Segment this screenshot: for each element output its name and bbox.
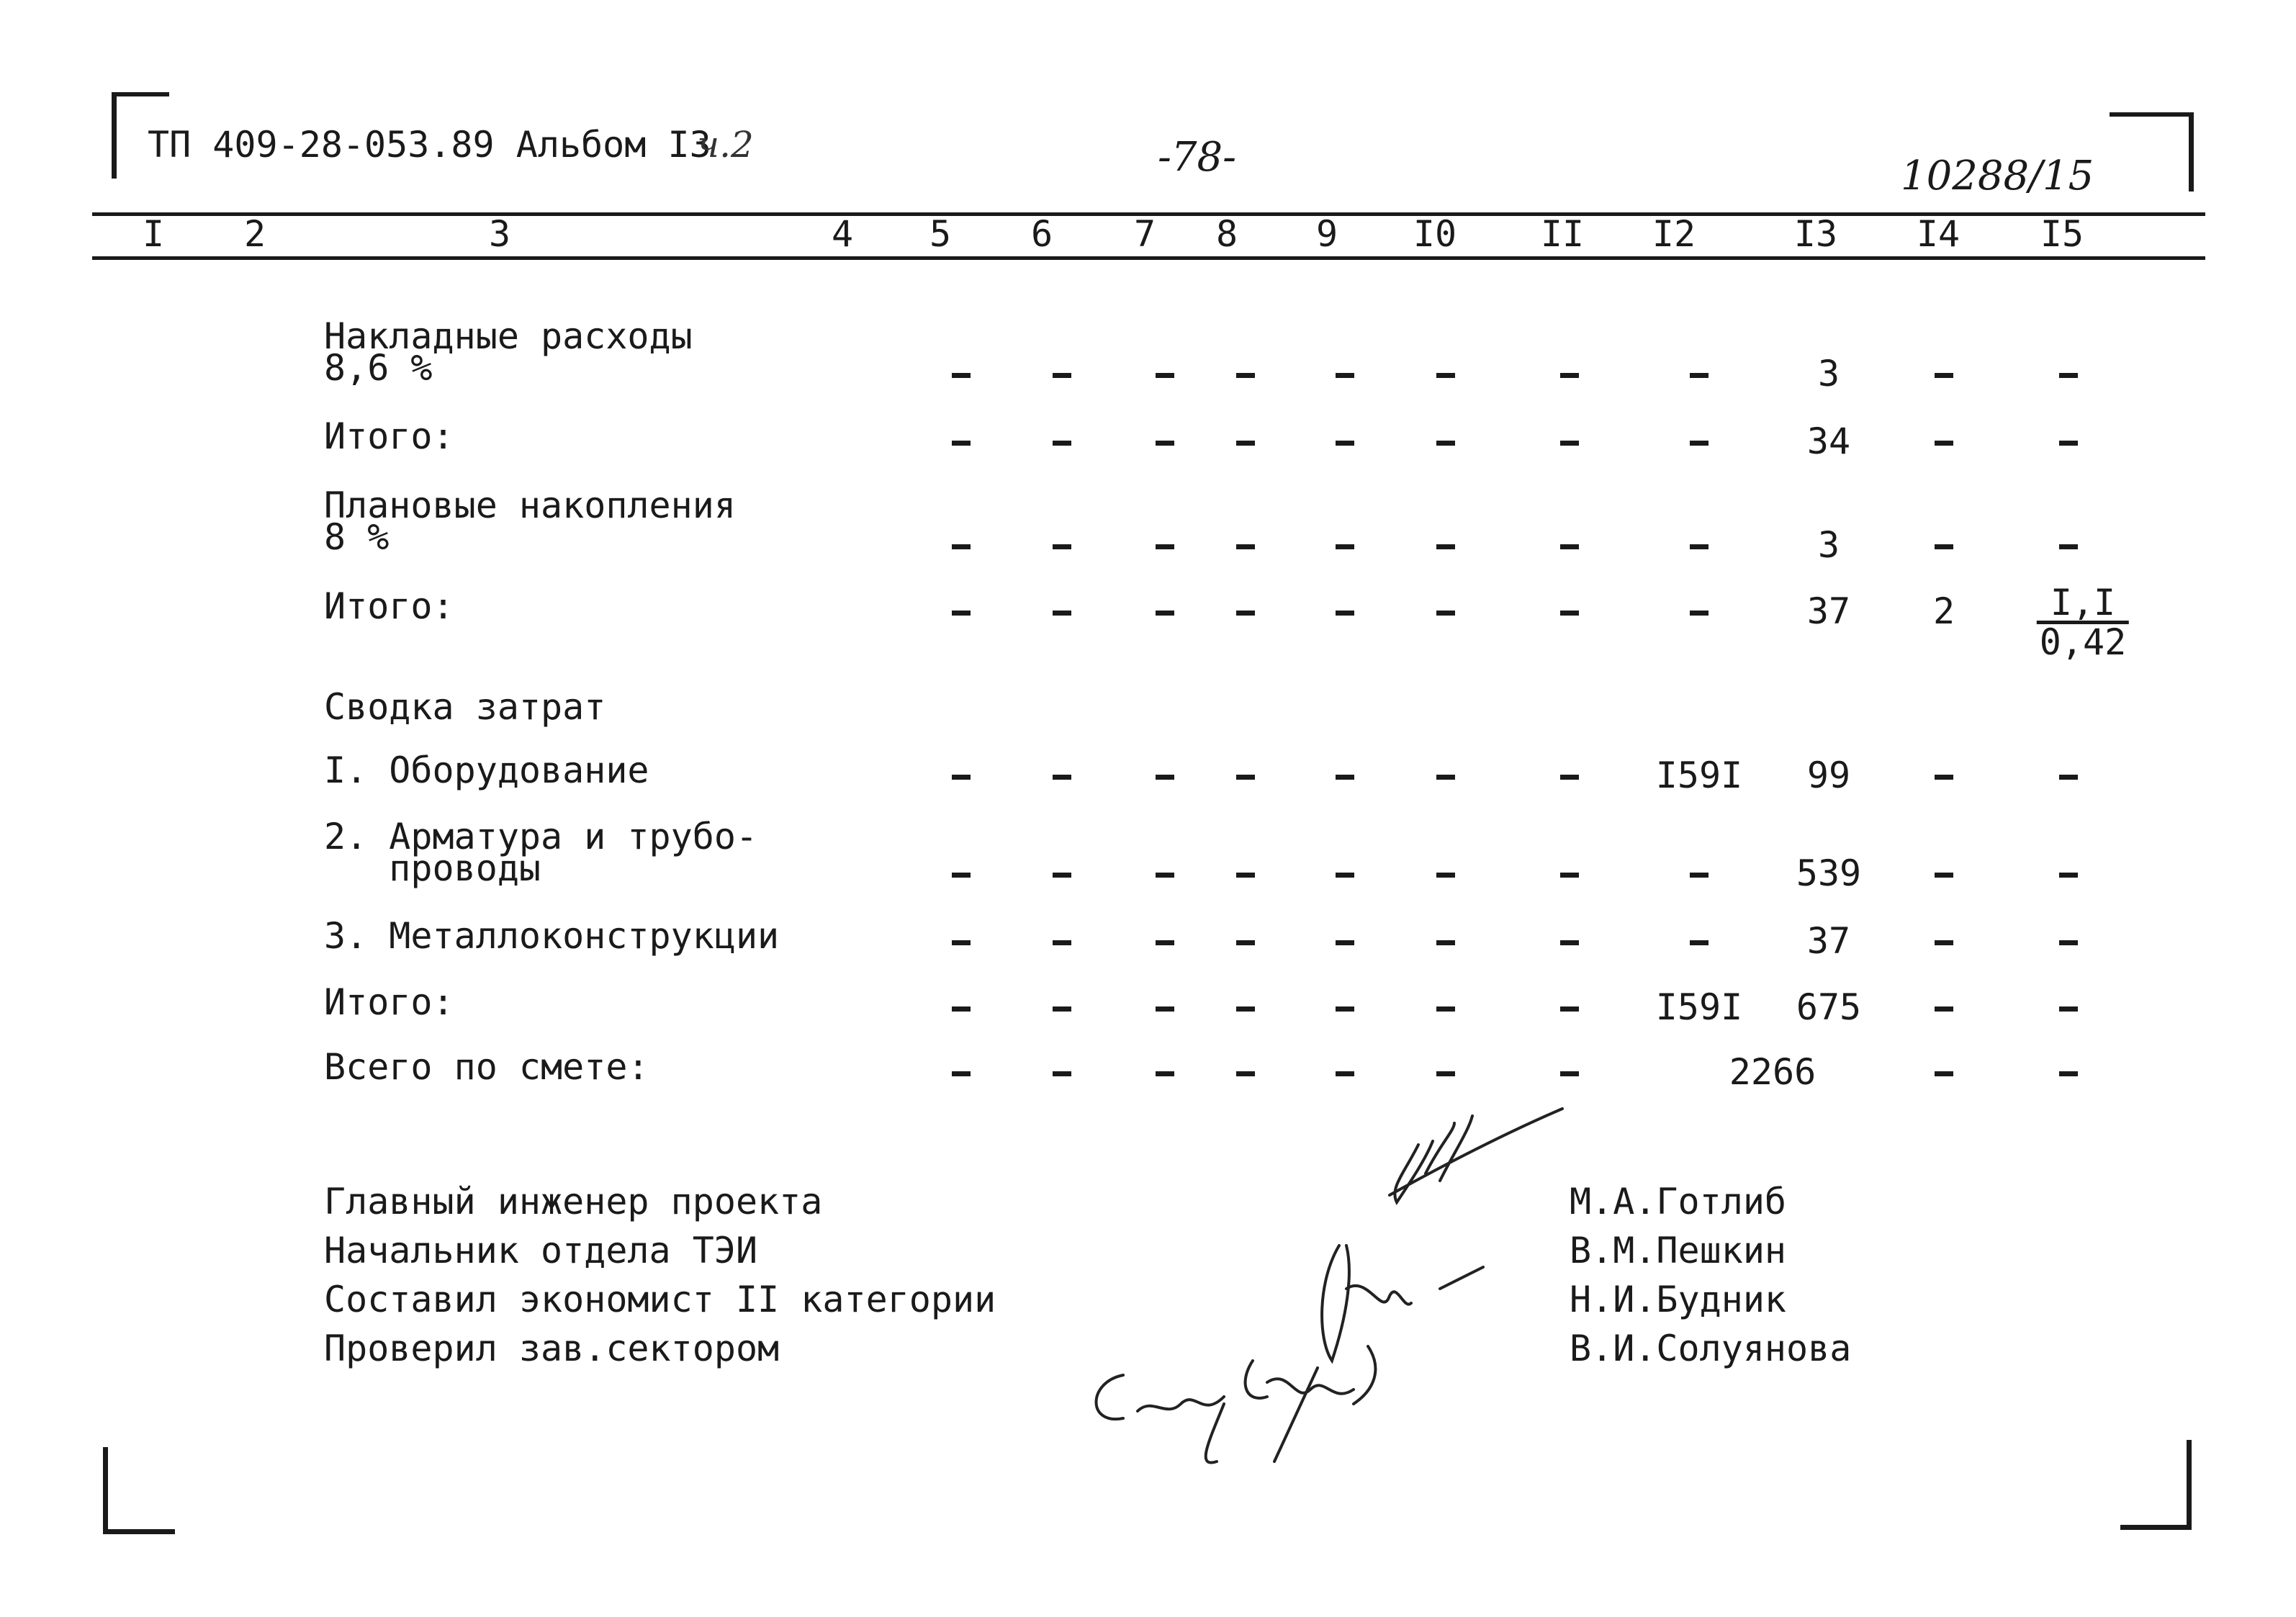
column-number: I0	[1413, 213, 1457, 255]
empty-cell-dash	[952, 873, 971, 878]
empty-cell-dash	[1236, 940, 1255, 945]
empty-cell-dash	[952, 940, 971, 945]
signature-role: Главный инженер проекта	[324, 1181, 823, 1222]
value-cell: I59I	[1655, 755, 1743, 796]
empty-cell-dash	[1436, 873, 1455, 878]
empty-cell-dash	[1236, 544, 1255, 549]
document-code: ТП 409-28-053.89 Альбом I3	[148, 124, 711, 166]
empty-cell-dash	[1053, 1071, 1071, 1076]
column-number: I5	[2040, 213, 2084, 255]
empty-cell-dash	[1336, 775, 1354, 780]
column-number: 4	[831, 213, 854, 255]
empty-cell-dash	[1560, 940, 1579, 945]
archive-number: 10288/15	[1901, 153, 2094, 199]
fraction-cell	[2037, 582, 2129, 663]
empty-cell-dash	[1436, 544, 1455, 549]
row-label: Накладные расходы 8,6 %	[324, 315, 693, 389]
empty-cell-dash	[1560, 873, 1579, 878]
empty-cell-dash	[1053, 940, 1071, 945]
empty-cell-dash	[2059, 940, 2078, 945]
empty-cell-dash	[1156, 1071, 1174, 1076]
empty-cell-dash	[1156, 441, 1174, 446]
empty-cell-dash	[2059, 1006, 2078, 1012]
empty-cell-dash	[1053, 873, 1071, 878]
frame-corner-top-right-h	[2110, 112, 2194, 117]
row-label: Итого:	[324, 981, 454, 1023]
column-number: 7	[1133, 213, 1156, 255]
empty-cell-dash	[1053, 1006, 1071, 1012]
empty-cell-dash	[1436, 373, 1455, 378]
column-number: 3	[488, 213, 511, 255]
empty-cell-dash	[1156, 873, 1174, 878]
empty-cell-dash	[952, 373, 971, 378]
empty-cell-dash	[1560, 1006, 1579, 1012]
empty-cell-dash	[1935, 1006, 1953, 1012]
value-cell: 3	[1817, 524, 1840, 566]
empty-cell-dash	[1336, 1006, 1354, 1012]
signature-role: Начальник отдела ТЭИ	[324, 1230, 758, 1271]
empty-cell-dash	[1436, 1006, 1455, 1012]
empty-cell-dash	[1336, 441, 1354, 446]
empty-cell-dash	[1156, 611, 1174, 616]
value-cell: 3	[1817, 353, 1840, 395]
empty-cell-dash	[1156, 775, 1174, 780]
row-label: Плановые накопления 8 %	[324, 485, 736, 558]
column-number: 9	[1315, 213, 1338, 255]
empty-cell-dash	[1935, 775, 1953, 780]
empty-cell-dash	[1436, 775, 1455, 780]
empty-cell-dash	[1436, 441, 1455, 446]
row-label: Всего по смете:	[324, 1046, 649, 1088]
column-number: II	[1540, 213, 1585, 255]
column-number: 6	[1030, 213, 1053, 255]
value-cell: 37	[1806, 590, 1851, 632]
empty-cell-dash	[1156, 1006, 1174, 1012]
empty-cell-dash	[1236, 1071, 1255, 1076]
empty-cell-dash	[952, 441, 971, 446]
row-label: Итого:	[324, 415, 454, 457]
frame-corner-top-right-v	[2189, 112, 2194, 192]
row-label: I. Оборудование	[324, 749, 649, 791]
column-number: I	[142, 213, 165, 255]
empty-cell-dash	[952, 611, 971, 616]
empty-cell-dash	[1236, 373, 1255, 378]
frame-corner-top-left-v	[112, 92, 117, 179]
row-label: 3. Металлоконструкции	[324, 915, 780, 957]
empty-cell-dash	[1336, 373, 1354, 378]
empty-cell-dash	[952, 544, 971, 549]
row-label: Итого:	[324, 585, 454, 627]
empty-cell-dash	[1156, 373, 1174, 378]
value-cell: 99	[1806, 755, 1851, 796]
empty-cell-dash	[2059, 544, 2078, 549]
empty-cell-dash	[1560, 441, 1579, 446]
signature-name: В.М.Пешкин	[1570, 1230, 1787, 1271]
empty-cell-dash	[2059, 775, 2078, 780]
value-cell: 675	[1796, 986, 1862, 1028]
empty-cell-dash	[1690, 544, 1709, 549]
empty-cell-dash	[1053, 544, 1071, 549]
empty-cell-dash	[1560, 1071, 1579, 1076]
frame-corner-bottom-left-h	[103, 1529, 175, 1534]
frame-corner-bottom-right-v	[2187, 1440, 2192, 1530]
frame-corner-bottom-left-v	[103, 1447, 108, 1533]
empty-cell-dash	[2059, 873, 2078, 878]
empty-cell-dash	[2059, 373, 2078, 378]
column-number: I4	[1916, 213, 1960, 255]
empty-cell-dash	[1053, 441, 1071, 446]
empty-cell-dash	[1560, 775, 1579, 780]
empty-cell-dash	[1935, 940, 1953, 945]
empty-cell-dash	[2059, 1071, 2078, 1076]
empty-cell-dash	[1436, 1071, 1455, 1076]
column-number: I3	[1793, 213, 1838, 255]
value-cell: 539	[1796, 852, 1862, 894]
frame-corner-bottom-right-h	[2120, 1525, 2192, 1530]
empty-cell-dash	[1236, 441, 1255, 446]
empty-cell-dash	[1935, 441, 1953, 446]
empty-cell-dash	[1336, 544, 1354, 549]
empty-cell-dash	[1690, 441, 1709, 446]
row-label: 2. Арматура и трубо- проводы	[324, 816, 758, 889]
document-part: ч.2	[697, 124, 754, 166]
empty-cell-dash	[1156, 544, 1174, 549]
signature-role: Проверил зав.сектором	[324, 1328, 780, 1369]
value-cell: 37	[1806, 920, 1851, 962]
signature-role: Составил экономист II категории	[324, 1279, 996, 1320]
empty-cell-dash	[1560, 373, 1579, 378]
signature-name: В.И.Солуянова	[1570, 1328, 1852, 1369]
empty-cell-dash	[1053, 775, 1071, 780]
fraction-numerator: I,I	[2037, 585, 2129, 624]
empty-cell-dash	[1156, 940, 1174, 945]
empty-cell-dash	[952, 775, 971, 780]
empty-cell-dash	[2059, 441, 2078, 446]
empty-cell-dash	[1690, 873, 1709, 878]
empty-cell-dash	[1560, 611, 1579, 616]
column-number: 2	[243, 213, 266, 255]
empty-cell-dash	[1935, 373, 1953, 378]
empty-cell-dash	[1690, 611, 1709, 616]
value-cell: 2266	[1729, 1051, 1816, 1093]
empty-cell-dash	[1935, 544, 1953, 549]
empty-cell-dash	[1336, 940, 1354, 945]
empty-cell-dash	[1560, 544, 1579, 549]
handwritten-signatures	[1080, 1102, 1584, 1476]
value-cell: 34	[1806, 420, 1851, 462]
empty-cell-dash	[1336, 1071, 1354, 1076]
empty-cell-dash	[1690, 373, 1709, 378]
empty-cell-dash	[1053, 611, 1071, 616]
empty-cell-dash	[1436, 940, 1455, 945]
value-cell: I59I	[1655, 986, 1743, 1028]
empty-cell-dash	[1236, 873, 1255, 878]
empty-cell-dash	[1935, 1071, 1953, 1076]
row-label: Сводка затрат	[324, 686, 606, 728]
empty-cell-dash	[1236, 611, 1255, 616]
empty-cell-dash	[1053, 373, 1071, 378]
column-number: 5	[929, 213, 952, 255]
empty-cell-dash	[1436, 611, 1455, 616]
signature-name: М.А.Готлиб	[1570, 1181, 1787, 1222]
column-number: I2	[1652, 213, 1696, 255]
column-number: 8	[1215, 213, 1238, 255]
fraction-denominator: 0,42	[2039, 621, 2127, 663]
empty-cell-dash	[1690, 940, 1709, 945]
empty-cell-dash	[1935, 873, 1953, 878]
frame-corner-top-left-h	[112, 92, 169, 96]
empty-cell-dash	[1336, 611, 1354, 616]
empty-cell-dash	[1336, 873, 1354, 878]
value-cell: 2	[1932, 590, 1955, 632]
signature-name: Н.И.Будник	[1570, 1279, 1787, 1320]
empty-cell-dash	[1236, 775, 1255, 780]
empty-cell-dash	[952, 1071, 971, 1076]
page-number: -78-	[1158, 134, 1237, 181]
empty-cell-dash	[1236, 1006, 1255, 1012]
empty-cell-dash	[952, 1006, 971, 1012]
header-rule-bottom	[92, 256, 2205, 260]
